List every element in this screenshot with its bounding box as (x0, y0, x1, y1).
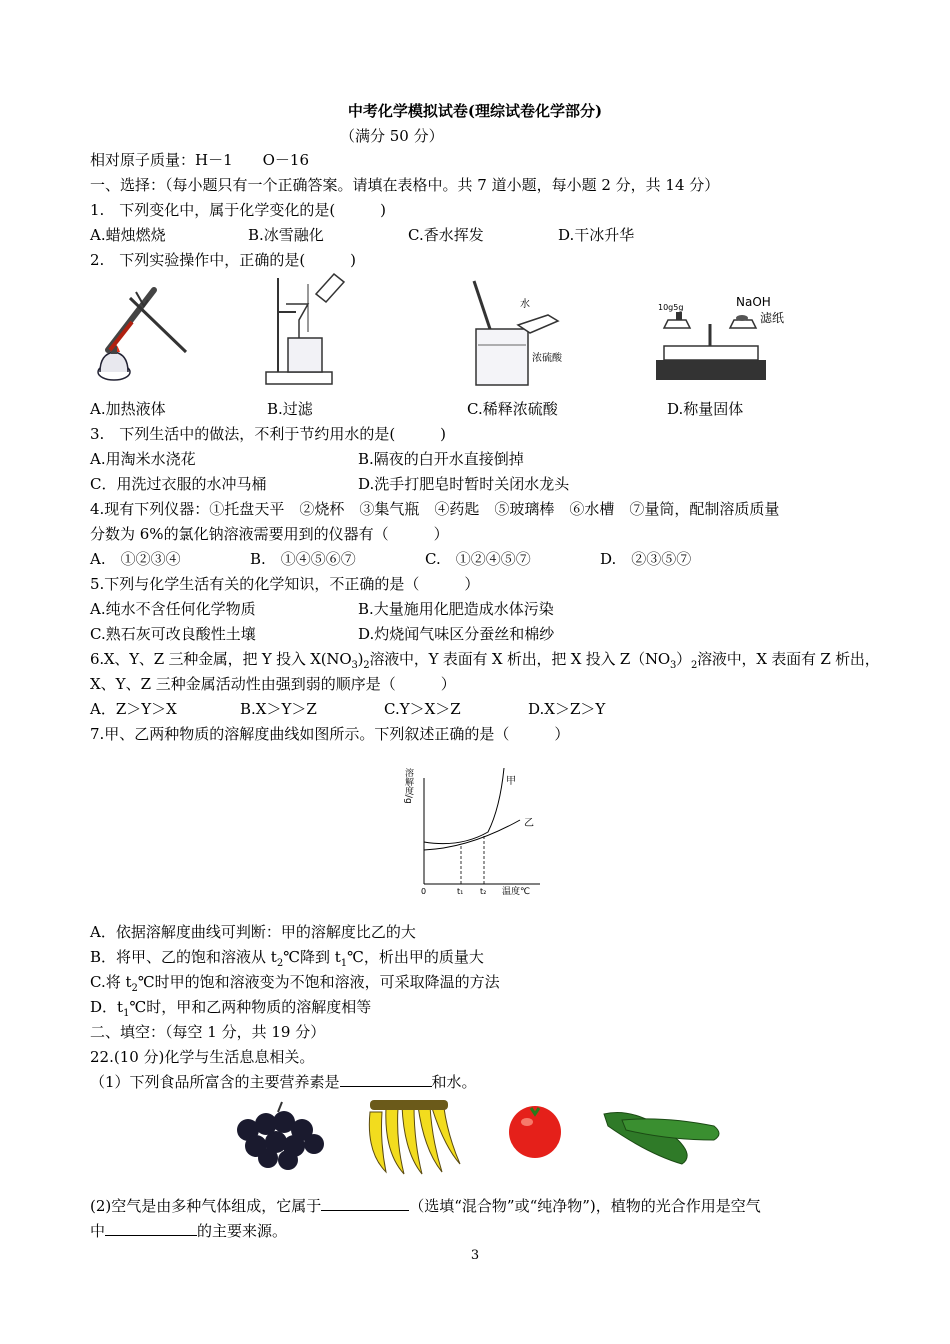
q22-blank-3[interactable] (105, 1221, 197, 1236)
paper-label: 滤纸 (760, 311, 785, 325)
grapes-image (228, 1100, 328, 1170)
dilute-acid-illustration (468, 275, 578, 390)
q1-option-a: A.蜡烛燃烧 (90, 226, 166, 244)
q6-sub-3b: 3 (669, 660, 677, 671)
q7-d-sub1: 1 (123, 1008, 130, 1019)
q22-part2 (90, 1196, 761, 1216)
graph-t2: t₂ (480, 887, 487, 896)
q6-text-3: 溶液中，Y 表面有 X 析出，把 X 投入 Z（NO (369, 650, 670, 668)
section1-heading: 一、选择：（每小题只有一个正确答案。请填在表格中。共 7 道小题，每小题 2 分，共 14 分） (90, 176, 720, 194)
q2-option-b: B.过滤 (267, 400, 313, 418)
page-title: 中考化学模拟试卷(理综试卷化学部分) (347, 102, 603, 120)
graph-x-label: 温度℃ (502, 887, 531, 897)
q3-option-a: A.用淘米水浇花 (90, 450, 196, 468)
q2-option-a: A.加热液体 (90, 400, 166, 418)
tomato-image (505, 1100, 565, 1160)
q6-stem-line1 (90, 649, 880, 676)
q1-option-c: C.香水挥发 (408, 226, 484, 244)
q22-blank-1[interactable] (340, 1072, 432, 1087)
q6-text-5: 溶液中，X 表面有 Z 析出， (697, 650, 880, 668)
q4-option-d: D. ②③⑤⑦ (600, 550, 692, 568)
q22-blank-2[interactable] (321, 1196, 409, 1211)
curve-b-label: 乙 (524, 818, 534, 829)
q7-option-b (90, 947, 484, 974)
q7-c-sub2: 2 (131, 983, 138, 994)
curve-a-label: 甲 (506, 776, 516, 787)
q7-option-d (90, 997, 371, 1024)
water-label: 水 (520, 299, 530, 310)
q4-option-b: B. ①④⑤⑥⑦ (250, 550, 356, 568)
q22-stem: 22.(10 分)化学与生活息息相关。 (90, 1048, 315, 1066)
weights-label: 10g5g (658, 303, 684, 312)
q3-option-c: C．用洗过衣服的水冲马桶 (90, 475, 267, 493)
q7-b-sub2: 2 (276, 958, 284, 969)
q1-option-d: D.干冰升华 (558, 226, 635, 244)
q7-d-2: ℃时，甲和乙两种物质的溶解度相等 (129, 998, 372, 1016)
q5-stem: 5.下列与化学生活有关的化学知识，不正确的是（ ） (90, 575, 480, 593)
graph-y-label: 溶解度/g (403, 768, 413, 804)
q5-option-c: C.熟石灰可改良酸性土壤 (90, 625, 256, 643)
q6-text-1: 6.X、Y、Z 三种金属，把 Y 投入 X(NO (90, 650, 352, 668)
q6-option-a: A．Z＞Y＞X (90, 700, 177, 718)
q6-text-4: ） (676, 650, 691, 668)
graph-t1: t₁ (457, 887, 464, 896)
q22-p2-end: （选填“混合物”或“纯净物”)，植物的光合作用是空气 (409, 1197, 761, 1215)
q4-option-c: C. ①②④⑤⑦ (425, 550, 531, 568)
q5-option-d: D.灼烧闻气味区分蚕丝和棉纱 (358, 625, 555, 643)
q6-stem-line2: X、Y、Z 三种金属活动性由强到弱的顺序是（ ） (90, 675, 456, 693)
naoh-label: NaOH (736, 295, 771, 309)
bananas-image (360, 1092, 470, 1178)
q7-stem: 7.甲、乙两种物质的溶解度曲线如图所示。下列叙述正确的是（ ） (90, 725, 570, 743)
q4-stem-line1: 4.现有下列仪器：①托盘天平 ②烧杯 ③集气瓶 ④药匙 ⑤玻璃棒 ⑥水槽 ⑦量筒，配制溶质质量 (90, 500, 780, 518)
page-subtitle: （满分 50 分） (340, 127, 444, 145)
q7-c-2: ℃时甲的饱和溶液变为不饱和溶液，可采取降温的方法 (137, 973, 500, 991)
solubility-graph (400, 758, 550, 898)
q7-option-c (90, 972, 500, 999)
q7-b-3: ℃，析出甲的质量大 (347, 948, 484, 966)
balance-illustration (650, 292, 800, 390)
cucumbers-image (598, 1100, 728, 1170)
atomic-mass: 相对原子质量：H－1 O－16 (90, 151, 310, 169)
q1-stem: 1. 下列变化中，属于化学变化的是( ) (90, 201, 387, 219)
q6-option-c: C.Y＞X＞Z (384, 700, 461, 718)
q7-c-1: C.将 t (90, 973, 132, 991)
q2-stem: 2. 下列实验操作中，正确的是( ) (90, 251, 357, 269)
graph-origin: 0 (421, 887, 427, 896)
q4-option-a: A. ①②③④ (90, 550, 181, 568)
q6-option-b: B.X＞Y＞Z (240, 700, 317, 718)
q22-part1 (90, 1072, 477, 1092)
q3-stem: 3. 下列生活中的做法，不利于节约用水的是( ) (90, 425, 447, 443)
q6-text-2: ) (357, 650, 364, 668)
acid-label: 浓硫酸 (532, 353, 562, 364)
q2-option-c: C.稀释浓硫酸 (467, 400, 558, 418)
q5-option-b: B.大量施用化肥造成水体污染 (358, 600, 554, 618)
q6-sub-2b: 2 (690, 660, 698, 671)
q22-p1-text: （1）下列食品所富含的主要营养素是 (90, 1073, 340, 1091)
q7-b-1: B．将甲、乙的饱和溶液从 t (90, 948, 277, 966)
q6-option-d: D.X＞Z＞Y (528, 700, 606, 718)
q7-d-1: D．t (90, 998, 124, 1016)
page-number: 3 (470, 1248, 480, 1263)
q3-option-b: B.隔夜的白开水直接倒掉 (358, 450, 524, 468)
q22-part3 (90, 1221, 287, 1241)
filtration-illustration (262, 272, 352, 390)
q22-p2-text: (2)空气是由多种气体组成，它属于 (90, 1197, 322, 1215)
q22-p3-text: 中 (90, 1222, 106, 1240)
section2-heading: 二、填空：（每空 1 分，共 19 分） (90, 1023, 326, 1041)
q2-option-d: D.称量固体 (667, 400, 744, 418)
q5-option-a: A.纯水不含任何化学物质 (90, 600, 256, 618)
q4-stem-line2: 分数为 6%的氯化钠溶液需要用到的仪器有（ ） (90, 525, 449, 543)
heating-liquid-illustration (92, 280, 202, 390)
q6-sub-2a: 2 (363, 660, 370, 671)
q7-b-sub1: 1 (340, 958, 348, 969)
q22-p3-end: 的主要来源。 (197, 1222, 288, 1240)
q7-b-2: ℃降到 t (283, 948, 341, 966)
q6-sub-3: 3 (351, 660, 358, 671)
q3-option-d: D.洗手打肥皂时暂时关闭水龙头 (358, 475, 570, 493)
q1-option-b: B.冰雪融化 (248, 226, 324, 244)
q7-option-a: A．依据溶解度曲线可判断：甲的溶解度比乙的大 (90, 923, 416, 941)
q22-p1-end: 和水。 (431, 1073, 477, 1091)
